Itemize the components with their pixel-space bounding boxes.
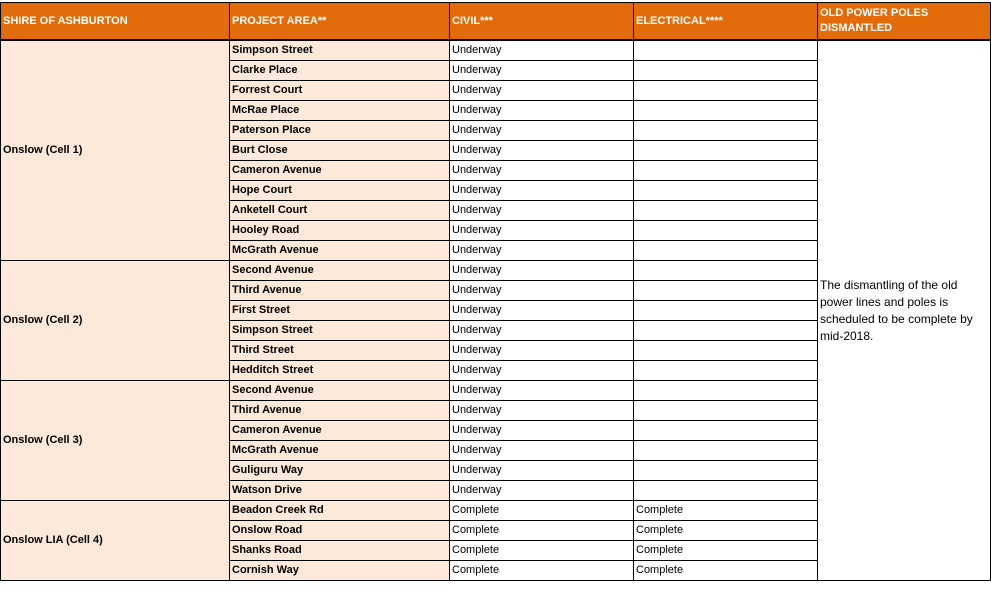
table-body — [1, 40, 991, 581]
electrical-status-cell — [634, 461, 818, 481]
electrical-status-cell — [634, 241, 818, 261]
shire-cell-name: Onslow LIA (Cell 4) — [1, 501, 230, 581]
electrical-status-cell — [634, 261, 818, 281]
project-area-cell: Hope Court — [230, 181, 450, 201]
electrical-status-cell — [634, 121, 818, 141]
electrical-status-cell — [634, 441, 818, 461]
electrical-status-cell — [634, 101, 818, 121]
project-area-cell: Hedditch Street — [230, 361, 450, 381]
project-area-cell: McGrath Avenue — [230, 441, 450, 461]
civil-status-cell: Underway — [450, 301, 634, 321]
electrical-status-cell: Complete — [634, 501, 818, 521]
project-area-cell: McGrath Avenue — [230, 241, 450, 261]
project-area-cell: Anketell Court — [230, 201, 450, 221]
electrical-status-cell — [634, 481, 818, 501]
electrical-status-cell — [634, 381, 818, 401]
project-area-cell: Second Avenue — [230, 261, 450, 281]
electrical-status-cell — [634, 61, 818, 81]
electrical-status-cell — [634, 161, 818, 181]
project-area-cell: Burt Close — [230, 141, 450, 161]
electrical-status-cell — [634, 281, 818, 301]
project-area-cell: Forrest Court — [230, 81, 450, 101]
electrical-status-cell: Complete — [634, 541, 818, 561]
table-row — [1, 40, 991, 61]
civil-status-cell: Underway — [450, 401, 634, 421]
electrical-status-cell — [634, 40, 818, 61]
header-shire: SHIRE OF ASHBURTON — [1, 3, 230, 41]
header-electrical: ELECTRICAL**** — [634, 3, 818, 41]
civil-status-cell: Underway — [450, 361, 634, 381]
electrical-status-cell — [634, 341, 818, 361]
electrical-status-cell — [634, 221, 818, 241]
header-old-power-poles: OLD POWER POLES DISMANTLED — [818, 3, 991, 41]
civil-status-cell: Underway — [450, 81, 634, 101]
old-power-poles-note: The dismantling of the old power lines and poles is scheduled to be complete by mid-2018. — [818, 40, 991, 581]
header-project-area: PROJECT AREA** — [230, 3, 450, 41]
project-area-cell: Cornish Way — [230, 561, 450, 581]
electrical-status-cell — [634, 201, 818, 221]
project-area-cell: Third Street — [230, 341, 450, 361]
electrical-status-cell — [634, 361, 818, 381]
electrical-status-cell — [634, 81, 818, 101]
civil-status-cell: Underway — [450, 61, 634, 81]
civil-status-cell: Underway — [450, 241, 634, 261]
civil-status-cell: Underway — [450, 181, 634, 201]
project-area-cell: Third Avenue — [230, 281, 450, 301]
civil-status-cell: Underway — [450, 261, 634, 281]
civil-status-cell: Underway — [450, 441, 634, 461]
project-area-cell: Clarke Place — [230, 61, 450, 81]
electrical-status-cell — [634, 181, 818, 201]
electrical-status-cell — [634, 321, 818, 341]
project-area-cell: First Street — [230, 301, 450, 321]
electrical-status-cell — [634, 401, 818, 421]
project-area-cell: Watson Drive — [230, 481, 450, 501]
electrical-status-cell: Complete — [634, 561, 818, 581]
project-area-cell: Cameron Avenue — [230, 161, 450, 181]
civil-status-cell: Underway — [450, 381, 634, 401]
project-area-cell: McRae Place — [230, 101, 450, 121]
civil-status-cell: Underway — [450, 481, 634, 501]
civil-status-cell: Underway — [450, 221, 634, 241]
civil-status-cell: Underway — [450, 281, 634, 301]
electrical-status-cell — [634, 421, 818, 441]
civil-status-cell: Underway — [450, 341, 634, 361]
project-area-cell: Paterson Place — [230, 121, 450, 141]
shire-cell-name: Onslow (Cell 3) — [1, 381, 230, 501]
civil-status-cell: Underway — [450, 201, 634, 221]
electrical-status-cell — [634, 141, 818, 161]
civil-status-cell: Complete — [450, 521, 634, 541]
header-row — [1, 3, 991, 41]
project-area-cell: Onslow Road — [230, 521, 450, 541]
project-area-cell: Simpson Street — [230, 40, 450, 61]
civil-status-cell: Underway — [450, 101, 634, 121]
shire-cell-name: Onslow (Cell 1) — [1, 40, 230, 261]
project-area-cell: Hooley Road — [230, 221, 450, 241]
civil-status-cell: Underway — [450, 421, 634, 441]
civil-status-cell: Complete — [450, 501, 634, 521]
civil-status-cell: Complete — [450, 541, 634, 561]
project-area-cell: Simpson Street — [230, 321, 450, 341]
civil-status-cell: Underway — [450, 141, 634, 161]
civil-status-cell: Underway — [450, 321, 634, 341]
project-area-cell: Shanks Road — [230, 541, 450, 561]
civil-status-cell: Underway — [450, 161, 634, 181]
project-area-cell: Cameron Avenue — [230, 421, 450, 441]
project-area-cell: Beadon Creek Rd — [230, 501, 450, 521]
electrical-status-cell: Complete — [634, 521, 818, 541]
header-civil: CIVIL*** — [450, 3, 634, 41]
civil-status-cell: Underway — [450, 40, 634, 61]
civil-status-cell: Underway — [450, 461, 634, 481]
project-status-table — [0, 2, 991, 581]
project-area-cell: Guliguru Way — [230, 461, 450, 481]
civil-status-cell: Complete — [450, 561, 634, 581]
project-area-cell: Second Avenue — [230, 381, 450, 401]
project-area-cell: Third Avenue — [230, 401, 450, 421]
civil-status-cell: Underway — [450, 121, 634, 141]
shire-cell-name: Onslow (Cell 2) — [1, 261, 230, 381]
electrical-status-cell — [634, 301, 818, 321]
